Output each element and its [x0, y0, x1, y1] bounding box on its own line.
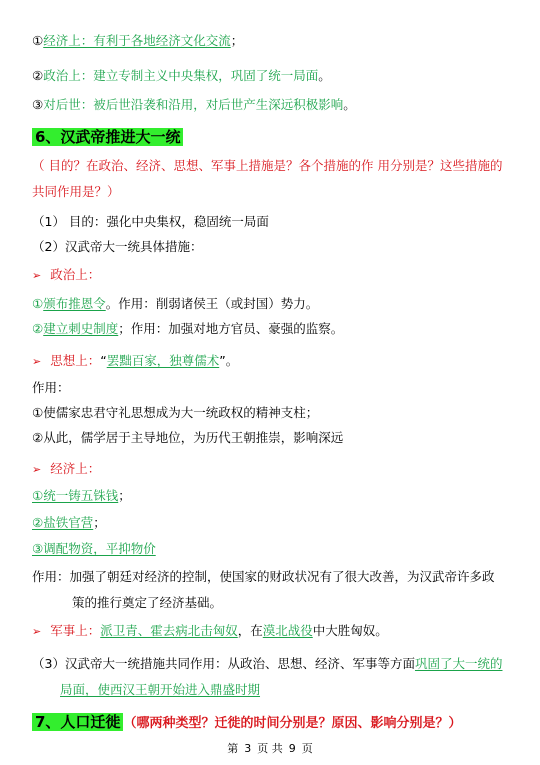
arrow-icon: ➢ [32, 463, 42, 476]
section-6-question: （ 目的？在政治、经济、思想、军事上措施是？各个措施的作 用分别是？这些措施的共同作用是？） [32, 158, 503, 199]
item-number: ② [32, 321, 44, 336]
politics-label: 政治上： [50, 267, 101, 282]
politics-heading [32, 267, 100, 284]
politics-item-2 [32, 321, 343, 337]
quote-mark: “ [100, 353, 107, 368]
section-7-heading [32, 710, 461, 734]
thought-key: 罢黜百家，独尊儒术 [106, 353, 220, 368]
purpose-line: （1） 目的：强化中央集权，稳固统一局面 [32, 214, 269, 229]
thought-effect-label: 作用： [32, 380, 70, 395]
point-number: ② [32, 68, 44, 83]
measure-key: ②盐铁官营 [32, 515, 94, 530]
point-text: 政治上：建立专制主义中央集权，巩固了统一局面 [43, 68, 319, 83]
measure-effect: 。作用：削弱诸侯王（或封国）势力。 [105, 296, 319, 311]
politics-item-1 [32, 296, 318, 312]
common-effect-line-1 [32, 656, 502, 672]
thought-label: 思想上： [50, 353, 101, 368]
measure-effect: ；作用：加强对地方官员、豪强的监察。 [118, 321, 344, 336]
thought-effect-1: ①使儒家忠君守礼思想成为大一统政权的精神支柱； [32, 405, 319, 420]
punctuation: 。 [343, 97, 356, 112]
common-effect-prefix: （3）汉武帝大一统措施共同作用：从政治、思想、经济、军事等方面 [32, 656, 415, 671]
point-politics [32, 68, 331, 84]
section-6-heading [32, 125, 183, 149]
page-footer [0, 740, 540, 756]
economy-heading [32, 461, 100, 478]
page-total: 9 [288, 742, 296, 755]
section-7-question: （哪两种类型？迁徙的时间分别是？原因、影响分别是？） [123, 716, 462, 731]
military-key-2: 漠北战役 [262, 623, 313, 638]
section-7-title: 7、人口迁徙 [32, 713, 123, 731]
punctuation: ； [118, 488, 131, 503]
point-text: 经济上：有利于各地经济文化交流 [43, 33, 231, 48]
item-number: ① [32, 296, 44, 311]
common-effect-key-1: 巩固了大一统的 [414, 656, 503, 671]
economy-item-2 [32, 515, 106, 531]
arrow-icon: ➢ [32, 269, 42, 282]
economy-effect-line-2: 策的推行奠定了经济基础。 [72, 595, 223, 610]
economy-item-1 [32, 488, 131, 504]
page-number: 3 [244, 742, 252, 755]
footer-suffix: 页 [301, 742, 313, 755]
punctuation: ； [230, 33, 244, 48]
point-later-ages [32, 97, 356, 113]
punctuation: ； [93, 515, 106, 530]
measure-key: 建立刺史制度 [43, 321, 119, 336]
military-label: 军事上： [50, 623, 101, 638]
section-6-title: 6、汉武帝推进大一统 [32, 128, 183, 146]
measure-key: ③调配物资，平抑物价 [32, 541, 156, 556]
footer-prefix: 第 [227, 742, 239, 755]
connector-text: ，在 [237, 623, 263, 638]
common-effect-key-2: 局面，使西汉王朝开始进入鼎盛时期 [60, 682, 261, 697]
point-number: ① [32, 33, 44, 48]
common-effect-line-2 [32, 682, 260, 698]
point-economy [32, 33, 243, 49]
thought-effect-2: ②从此，儒学居于主导地位，为历代王朝推崇，影响深远 [32, 430, 344, 445]
quote-mark: ”。 [219, 353, 239, 368]
punctuation: 。 [318, 68, 331, 83]
economy-effect-line-1: 作用：加强了朝廷对经济的控制，使国家的财政状况有了很大改善，为汉武帝许多政 [32, 569, 495, 584]
point-number: ③ [32, 97, 44, 112]
economy-label: 经济上： [50, 461, 101, 476]
measures-heading: （2）汉武帝大一统具体措施： [32, 239, 203, 254]
military-key-1: 派卫青、霍去病北击匈奴 [100, 623, 238, 638]
point-text: 对后世：被后世沿袭和沿用，对后世产生深远积极影响 [43, 97, 344, 112]
thought-heading [32, 353, 238, 370]
arrow-icon: ➢ [32, 355, 42, 368]
footer-middle: 页 共 [257, 742, 283, 755]
measure-key: ①统一铸五铢钱 [32, 488, 119, 503]
military-line [32, 623, 388, 640]
measure-key: 颁布推恩令 [43, 296, 106, 311]
economy-item-3 [32, 541, 156, 557]
arrow-icon: ➢ [32, 625, 42, 638]
military-result: 中大胜匈奴。 [312, 623, 388, 638]
